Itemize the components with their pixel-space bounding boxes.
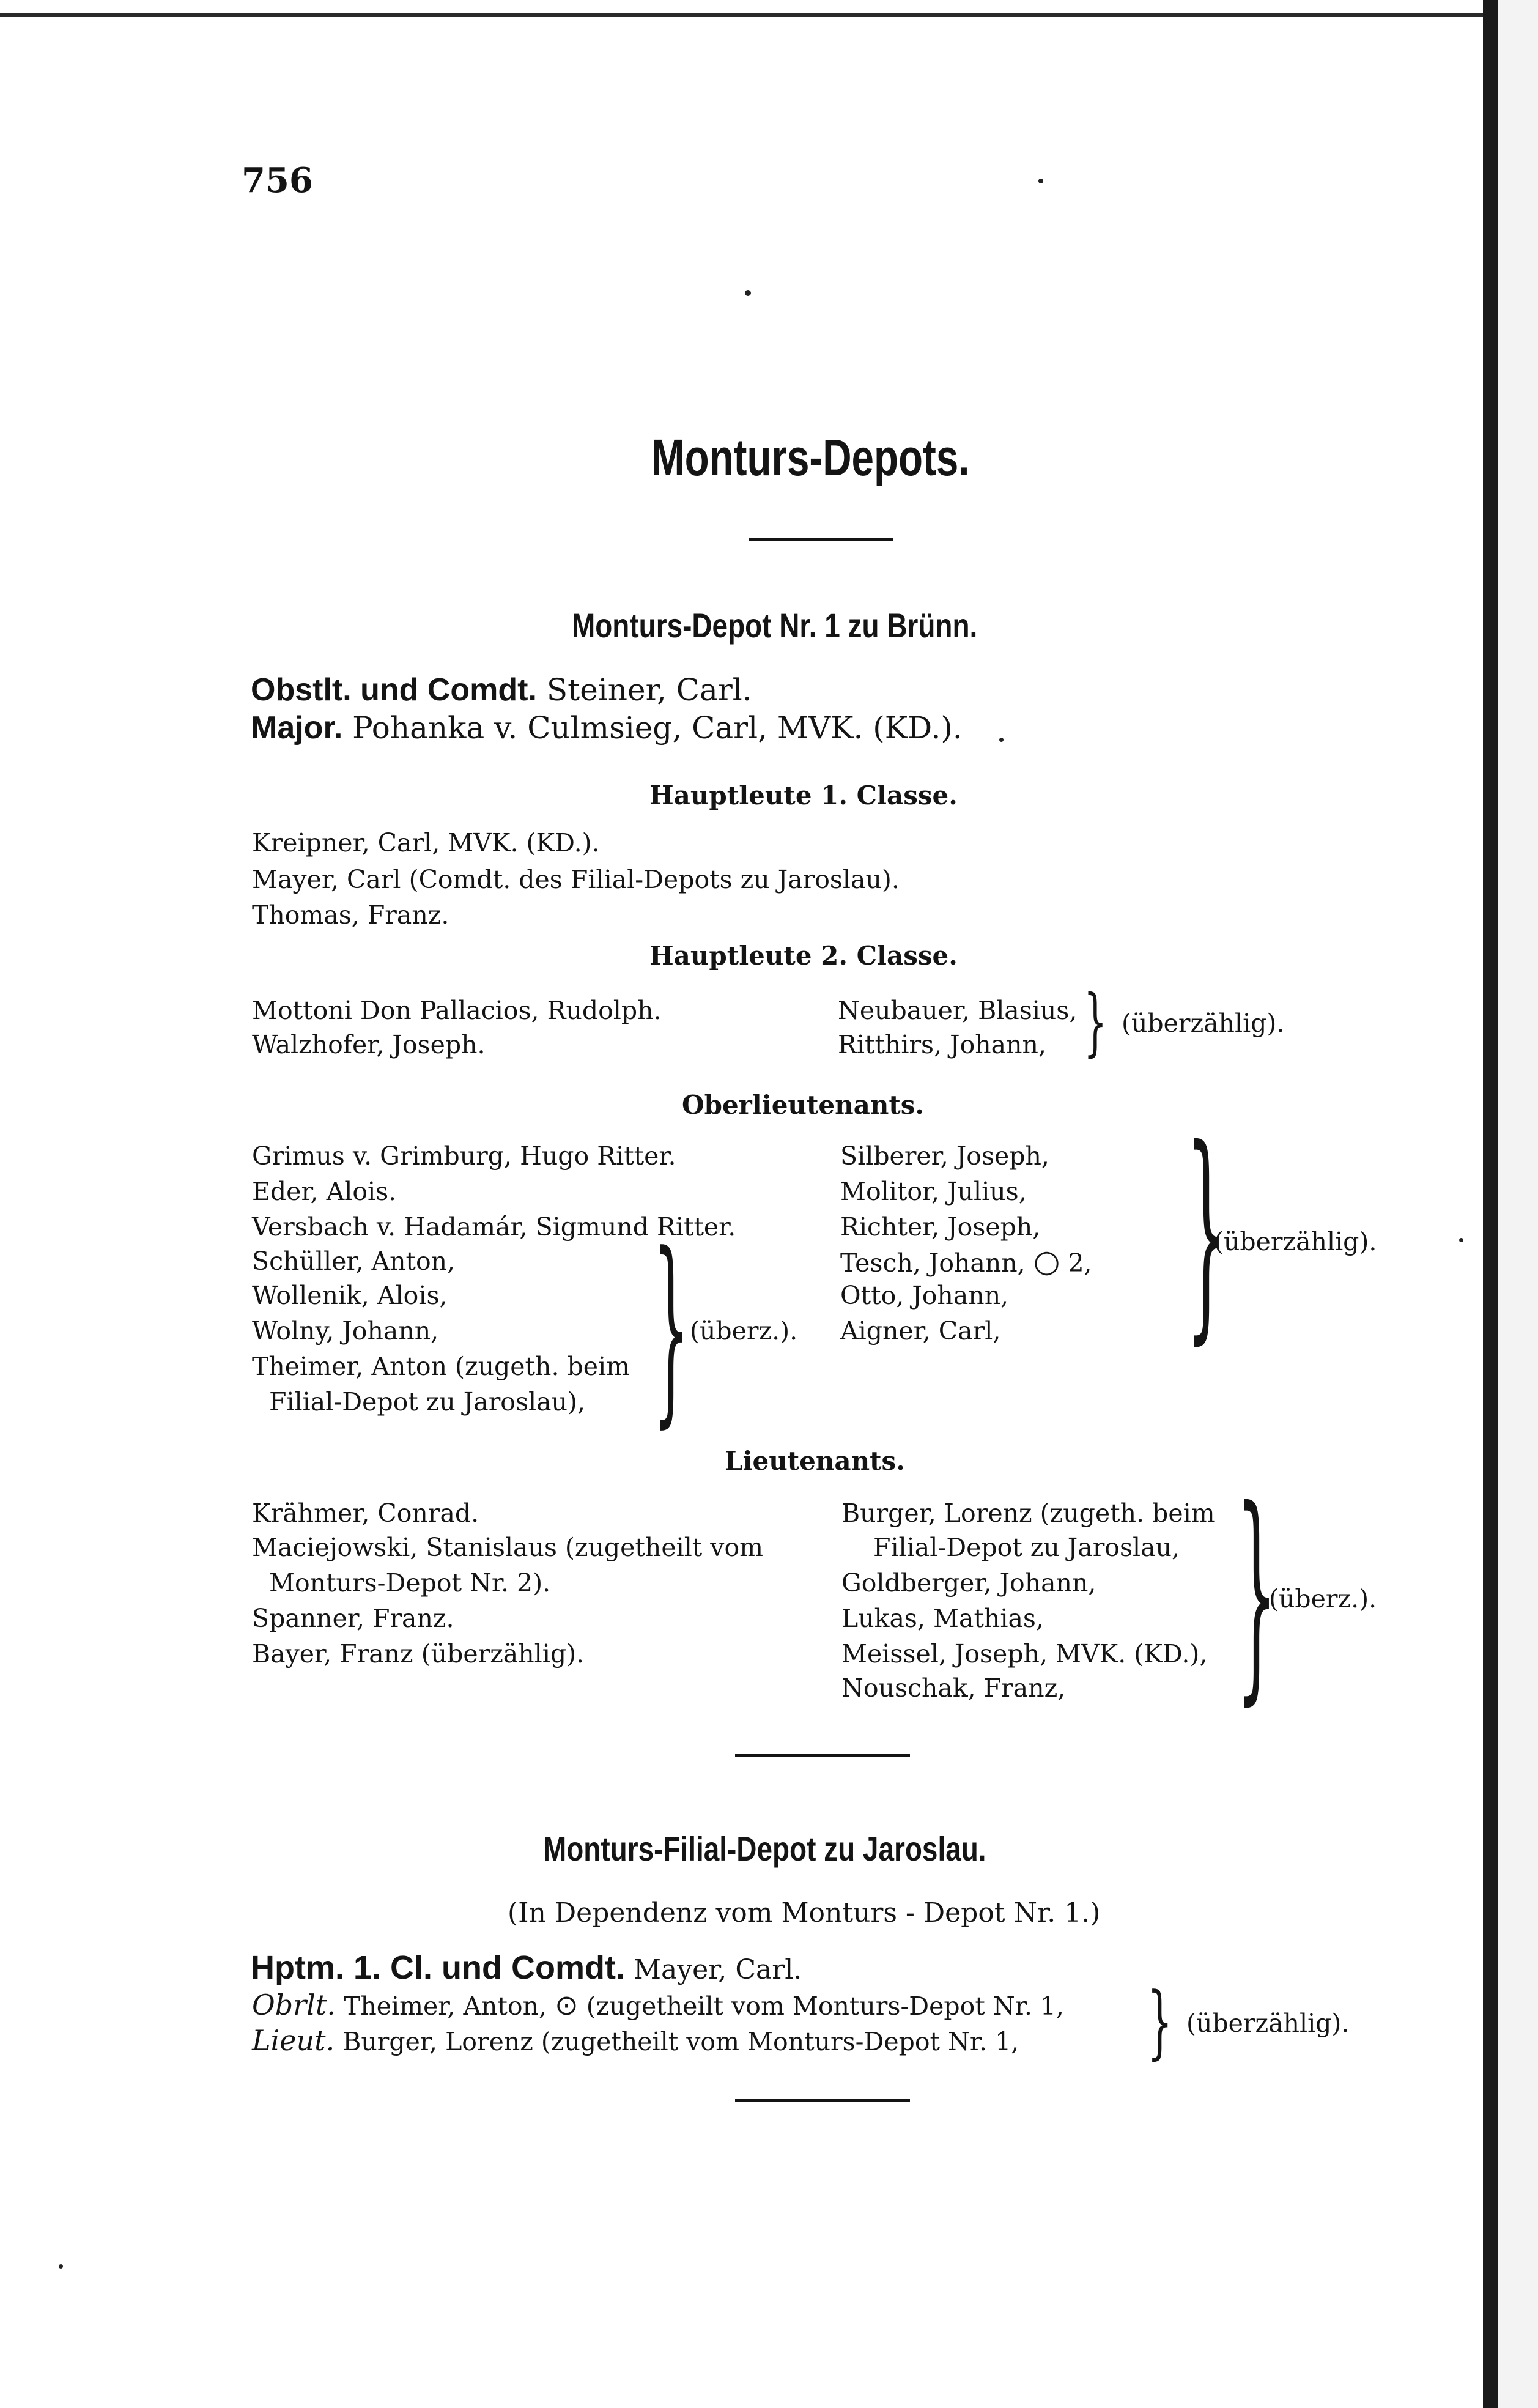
depot1-commander: [251, 672, 752, 708]
list-item: [840, 1244, 1092, 1280]
assignment-text: (zugetheilt vom Monturs-Depot Nr. 1,: [586, 1991, 1065, 2021]
list-item: Lukas, Mathias,: [841, 1604, 1044, 1633]
list-item: Molitor, Julius,: [840, 1177, 1027, 1206]
list-item: Grimus v. Grimburg, Hugo Ritter.: [252, 1141, 676, 1171]
list-item: Mayer, Carl (Comdt. des Filial-Depots zu Jaroslau).: [252, 865, 900, 894]
list-item: Silberer, Joseph,: [840, 1141, 1049, 1171]
list-item: Burger, Lorenz (zugeth. beim: [841, 1499, 1215, 1528]
group-note: (überzählig).: [1186, 2009, 1350, 2038]
rank-label: Hptm. 1. Cl. und Comdt.: [251, 1949, 625, 1986]
list-item: Eder, Alois.: [252, 1177, 397, 1206]
brace: }: [1147, 1975, 1173, 2068]
filial-commander: [251, 1949, 802, 1987]
lieutenants-heading: Lieutenants.: [725, 1446, 905, 1476]
list-item: Krähmer, Conrad.: [252, 1499, 479, 1528]
list-item: Maciejowski, Stanislaus (zugetheilt vom: [252, 1533, 764, 1562]
list-item: Spanner, Franz.: [252, 1604, 454, 1633]
paper-speck: [999, 738, 1004, 742]
page-top-border: [0, 13, 1483, 17]
page-title: Monturs-Depots.: [651, 429, 970, 486]
list-item: Schüller, Anton,: [252, 1247, 456, 1276]
depot1-heading: Monturs-Depot Nr. 1 zu Brünn.: [572, 606, 978, 645]
title-divider: [749, 538, 893, 541]
filial-subheading: (In Dependenz vom Monturs - Depot Nr. 1.): [508, 1897, 1101, 1928]
filial-lieut: [252, 2023, 1019, 2059]
list-item: Nouschak, Franz,: [841, 1673, 1066, 1703]
hauptleute1-heading: Hauptleute 1. Classe.: [649, 780, 958, 810]
group-note: (überzählig).: [1214, 1227, 1377, 1256]
list-item: Filial-Depot zu Jaroslau),: [269, 1387, 586, 1417]
list-item: Thomas, Franz.: [252, 900, 449, 930]
list-item: Walzhofer, Joseph.: [252, 1030, 486, 1059]
list-item: Meissel, Joseph, MVK. (KD.),: [841, 1639, 1208, 1669]
brace: }: [1084, 980, 1107, 1065]
oberlieutenants-heading: Oberlieutenants.: [682, 1090, 925, 1120]
group-note: (überz.).: [690, 1316, 798, 1346]
paper-speck: [745, 290, 751, 296]
circle-icon: ○: [1033, 1243, 1060, 1279]
paper-speck: [1459, 1238, 1463, 1242]
list-item: Filial-Depot zu Jaroslau,: [873, 1533, 1180, 1562]
list-item: Kreipner, Carl, MVK. (KD.).: [252, 828, 600, 858]
person-name: Mayer, Carl.: [633, 1954, 802, 1985]
person-name: Pohanka v. Culmsieg, Carl, MVK. (KD.).: [352, 710, 963, 746]
list-item: Richter, Joseph,: [840, 1212, 1041, 1242]
list-item: Theimer, Anton (zugeth. beim: [252, 1352, 630, 1381]
list-item: Mottoni Don Pallacios, Rudolph.: [252, 996, 662, 1025]
list-item: Aigner, Carl,: [840, 1316, 1001, 1346]
circle-dot-icon: ⊙: [555, 1988, 579, 2021]
list-item: Otto, Johann,: [840, 1281, 1009, 1310]
paper-speck: [1038, 179, 1043, 183]
page-edge-shadow: [1483, 0, 1498, 2408]
list-item: Bayer, Franz (überzählig).: [252, 1639, 585, 1669]
list-item: Ritthirs, Johann,: [838, 1030, 1046, 1059]
list-item: Wolny, Johann,: [252, 1316, 439, 1346]
rank-label: Obrlt.: [252, 1988, 336, 2021]
person-name: Steiner, Carl.: [546, 672, 752, 708]
list-item: Wollenik, Alois,: [252, 1281, 448, 1310]
group-note: (überzählig).: [1122, 1009, 1285, 1038]
person-name: Theimer, Anton,: [344, 1991, 547, 2021]
brace: }: [1237, 1462, 1277, 1725]
group-note: (überz.).: [1269, 1584, 1377, 1613]
assignment-text: Burger, Lorenz (zugetheilt vom Monturs-Depot Nr. 1,: [342, 2027, 1019, 2056]
list-item: Neubauer, Blasius,: [838, 996, 1078, 1025]
hauptleute2-heading: Hauptleute 2. Classe.: [649, 941, 958, 971]
rank-label: Obstlt. und Comdt.: [251, 672, 537, 708]
paper-speck: [59, 2264, 63, 2269]
filial-heading: Monturs-Filial-Depot zu Jaroslau.: [543, 1829, 986, 1868]
person-name: Tesch, Johann,: [840, 1248, 1026, 1278]
section-divider: [735, 2099, 910, 2102]
decoration-count: 2,: [1068, 1248, 1092, 1278]
brace: }: [653, 1210, 689, 1445]
depot1-major: [251, 709, 963, 746]
list-item: Monturs-Depot Nr. 2).: [269, 1568, 551, 1598]
brace: }: [1186, 1101, 1227, 1364]
filial-oberlt: [252, 1988, 1064, 2023]
list-item: Goldberger, Johann,: [841, 1568, 1096, 1598]
page-margin: [1498, 0, 1538, 2408]
rank-label: Lieut.: [252, 2024, 335, 2057]
page-number: 756: [242, 160, 313, 201]
list-item: Versbach v. Hadamár, Sigmund Ritter.: [252, 1212, 736, 1242]
rank-label: Major.: [251, 710, 343, 746]
section-divider: [735, 1754, 910, 1757]
